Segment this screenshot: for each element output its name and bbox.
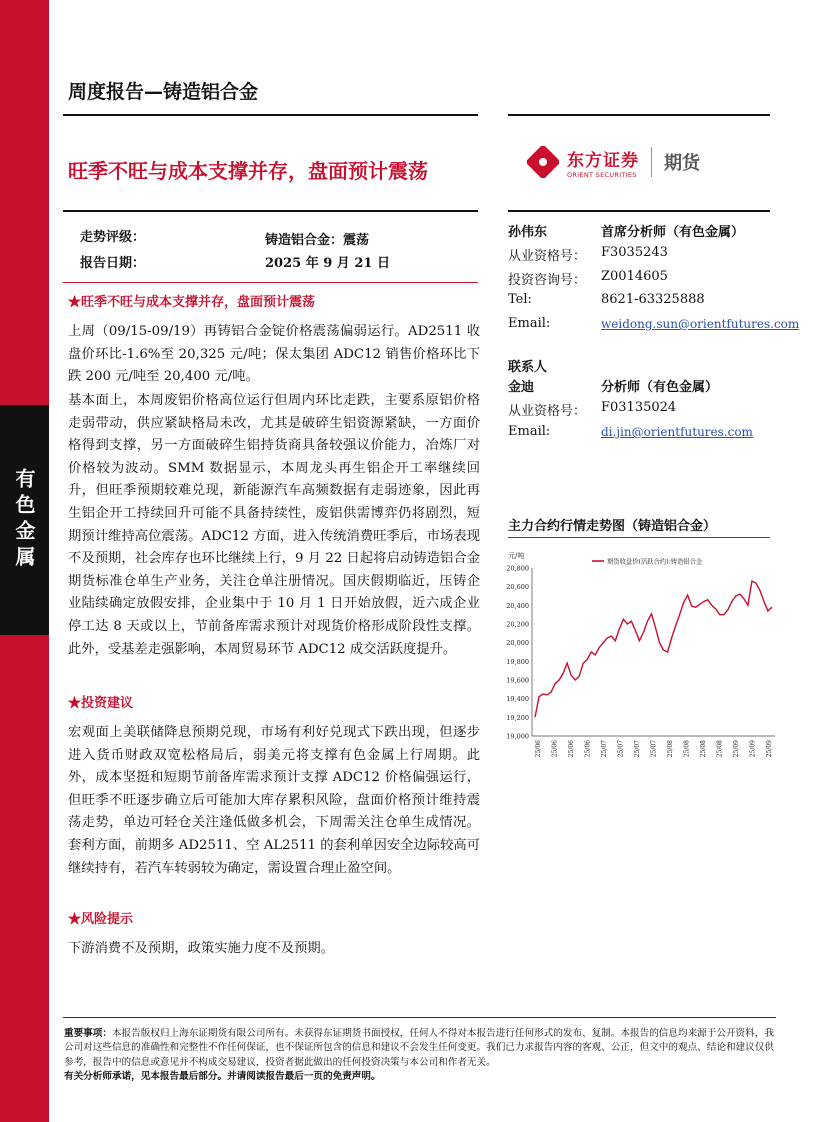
chart-x-tick-label: 25/09 xyxy=(733,740,740,758)
chart-y-tick-label: 19,800 xyxy=(506,657,529,666)
chart-title-rule xyxy=(508,537,770,538)
analyst1-tel: 8621-63325888 xyxy=(601,292,705,307)
chart-x-tick-label: 25/06 xyxy=(568,740,575,758)
analyst2-title: 分析师（有色金属） xyxy=(601,380,719,395)
chart-title: 主力合约行情走势图（铸造铝合金） xyxy=(508,519,717,534)
contact-label: 联系人 xyxy=(508,360,548,375)
chart-x-tick-label: 25/08 xyxy=(700,740,707,758)
chart-y-tick-label: 19,200 xyxy=(506,713,529,722)
chart-x-tick-label: 25/08 xyxy=(667,740,674,758)
date-value: 2025 年 9 月 21 日 xyxy=(265,256,390,271)
chart-x-tick-label: 25/09 xyxy=(749,740,757,758)
company-logo xyxy=(527,142,772,182)
analyst2-cert-label: 从业资格号： xyxy=(508,404,587,419)
chart-x-tick-label: 25/08 xyxy=(716,740,724,758)
analyst2-cert: F03135024 xyxy=(601,400,677,415)
section-rule xyxy=(63,282,478,283)
chart-x-tick-label: 25/07 xyxy=(634,740,641,758)
logo-mark-icon xyxy=(527,146,559,178)
chart-x-tick-label: 25/07 xyxy=(617,740,625,758)
chart-y-tick-label: 19,000 xyxy=(506,732,529,741)
analyst2-name: 金迪 xyxy=(508,380,535,395)
section-title-advice: ★投资建议 xyxy=(68,696,134,711)
advice-paragraph: 宏观面上美联储降息预期兑现，市场有利好兑现式下跌出现，但逐步进入货币财政双宽松格局后，弱美元将支撑有色金属上行周期。此外，成本坚挺和短期节前备库需求预计支撑 ADC12 价格偏强运行，但旺季不旺逐步确立后可能加大库存累积风险，盘面价格预计维持震荡走势，单边可轻仓关注逢低做多机会，下周需关注仓单生成情况。套利方面，前期多 AD2511、空 AL2511 的套利单因安全边际较高可继续持有，若汽车转弱较为确定，需设置合理止盈空间。 xyxy=(68,725,480,876)
chart-x-tick-label: 25/07 xyxy=(601,740,608,758)
analyst1-inv-label: 投资咨询号： xyxy=(508,273,587,288)
logo-division: 期货 xyxy=(664,153,700,174)
analyst1-inv: Z0014605 xyxy=(601,269,668,284)
analyst2-email-label: Email: xyxy=(508,424,551,439)
summary-paragraph-2: 基本面上，本周废铝价格高位运行但周内环比走跌，主要系原铝价格走弱带动，供应紧缺格局未改，尤其是破碎生铝资源紧缺，一方面价格得到支撑，另一方面破碎生铝持货商具备较强议价能力，冶炼厂对价格较为波动。SMM 数据显示，本周龙头再生铝企开工率继续回升，但旺季预期较难兑现，新能源汽车高频数据有走弱迹象，因此再生铝企开工持续回升可能不具备持续性，废铝供需博弈仍将剧烈，短期预计维持高位震荡。ADC12 方面，进入传统消费旺季后，市场表现不及预期，社会库存也环比继续上行，9 月 22 日起将启动铸造铝合金期货标准仓单生产业务，关注仓单注册情况。国庆假期临近，压铸企业陆续确定放假安排，企业集中于 10 月 1 日开始放假，近六成企业停工达 8 天或以上，节前备库需求预计对现货价格形成阶段性支撑。此外，受基差走强影响，本周贸易环节 ADC12 成交活跃度提升。 xyxy=(68,393,480,657)
chart-y-tick-label: 20,800 xyxy=(506,564,529,573)
chart-x-tick-label: 25/09 xyxy=(766,740,773,758)
chart-y-tick-label: 20,400 xyxy=(506,601,529,610)
analyst1-cert-label: 从业资格号： xyxy=(508,249,587,264)
summary-paragraph-1: 上周（09/15-09/19）再铸铝合金锭价格震荡偏弱运行。AD2511 收盘价环比-1.6%至 20,325 元/吨；保太集团 ADC12 销售价格环比下跌 200 元/吨至 20,400 元/吨。 xyxy=(68,324,480,385)
chart-y-tick-label: 20,200 xyxy=(506,620,529,629)
chart-series-line xyxy=(535,581,772,717)
section-title-risk: ★风险提示 xyxy=(68,912,134,927)
analyst1-cert: F3035243 xyxy=(601,245,668,260)
logo-separator xyxy=(651,147,652,177)
analyst-rule xyxy=(508,210,770,212)
disclaimer xyxy=(64,1027,776,1084)
chart-y-tick-label: 20,600 xyxy=(506,583,529,592)
analyst1-email-link[interactable]: weidong.sun@orientfutures.com xyxy=(601,317,800,331)
headline: 旺季不旺与成本支撑并存，盘面预计震荡 xyxy=(68,159,428,183)
chart-legend-label: 期货收盘价(活跃合约):铸造铝合金 xyxy=(607,558,703,566)
chart-x-tick-label: 25/08 xyxy=(683,740,691,758)
disclaimer-text: 本报告版权归上海东证期货有限公司所有。未获得东证期货书面授权，任何人不得对本报告进行任何形式的发布、复制。本报告的信息均来源于公开资料，我公司对这些信息的准确性和完整性不作任何保证，也不保证所包含的信息和建议不会发生任何变更。我们已力求报告内容的客观、公正，但文中的观点、结论和建议仅供参考，报告中的信息或意见并不构成交易建议，投资者据此做出的任何投资决策与本公司和作者无关。 xyxy=(64,1028,774,1068)
price-trend-chart xyxy=(500,540,785,780)
chart-y-tick-label: 20,000 xyxy=(506,639,529,648)
chart-x-tick-label: 25/06 xyxy=(584,740,592,758)
meta-rule xyxy=(63,210,478,212)
header-rule-right xyxy=(508,114,770,116)
date-label: 报告日期： xyxy=(80,256,146,271)
chart-x-tick-label: 25/06 xyxy=(535,740,542,758)
logo-name-cn: 东方证券 xyxy=(567,150,639,171)
section-title-summary: ★旺季不旺与成本支撑并存，盘面预计震荡 xyxy=(68,295,316,310)
sector-side-tab: 有色金属 xyxy=(0,405,49,635)
analyst-commitment-note: 有关分析师承诺，见本报告最后部分。并请阅读报告最后一页的免责声明。 xyxy=(64,1070,381,1082)
risk-paragraph: 下游消费不及预期，政策实施力度不及预期。 xyxy=(68,941,334,956)
chart-y-unit-label: 元/吨 xyxy=(508,552,525,560)
analyst1-name: 孙伟东 xyxy=(508,225,548,240)
logo-name-en: ORIENT SECURITIES xyxy=(567,170,637,179)
rating-label: 走势评级： xyxy=(80,230,146,245)
chart-x-tick-label: 25/06 xyxy=(551,740,559,758)
rating-value: 铸造铝合金：震荡 xyxy=(265,233,370,248)
analyst2-email-link[interactable]: di.jin@orientfutures.com xyxy=(601,425,753,439)
analyst1-title: 首席分析师（有色金属） xyxy=(601,225,745,240)
disclaimer-heading: 重要事项： xyxy=(64,1028,112,1039)
chart-y-tick-label: 19,400 xyxy=(506,695,529,704)
analyst1-tel-label: Tel: xyxy=(508,292,532,307)
chart-x-tick-label: 25/07 xyxy=(650,740,658,758)
header-rule-left xyxy=(63,114,478,116)
chart-y-tick-label: 19,600 xyxy=(506,676,529,685)
report-type-title: 周度报告—铸造铝合金 xyxy=(68,81,259,103)
analyst1-email-label: Email: xyxy=(508,316,551,331)
footer-rule xyxy=(63,1017,776,1018)
